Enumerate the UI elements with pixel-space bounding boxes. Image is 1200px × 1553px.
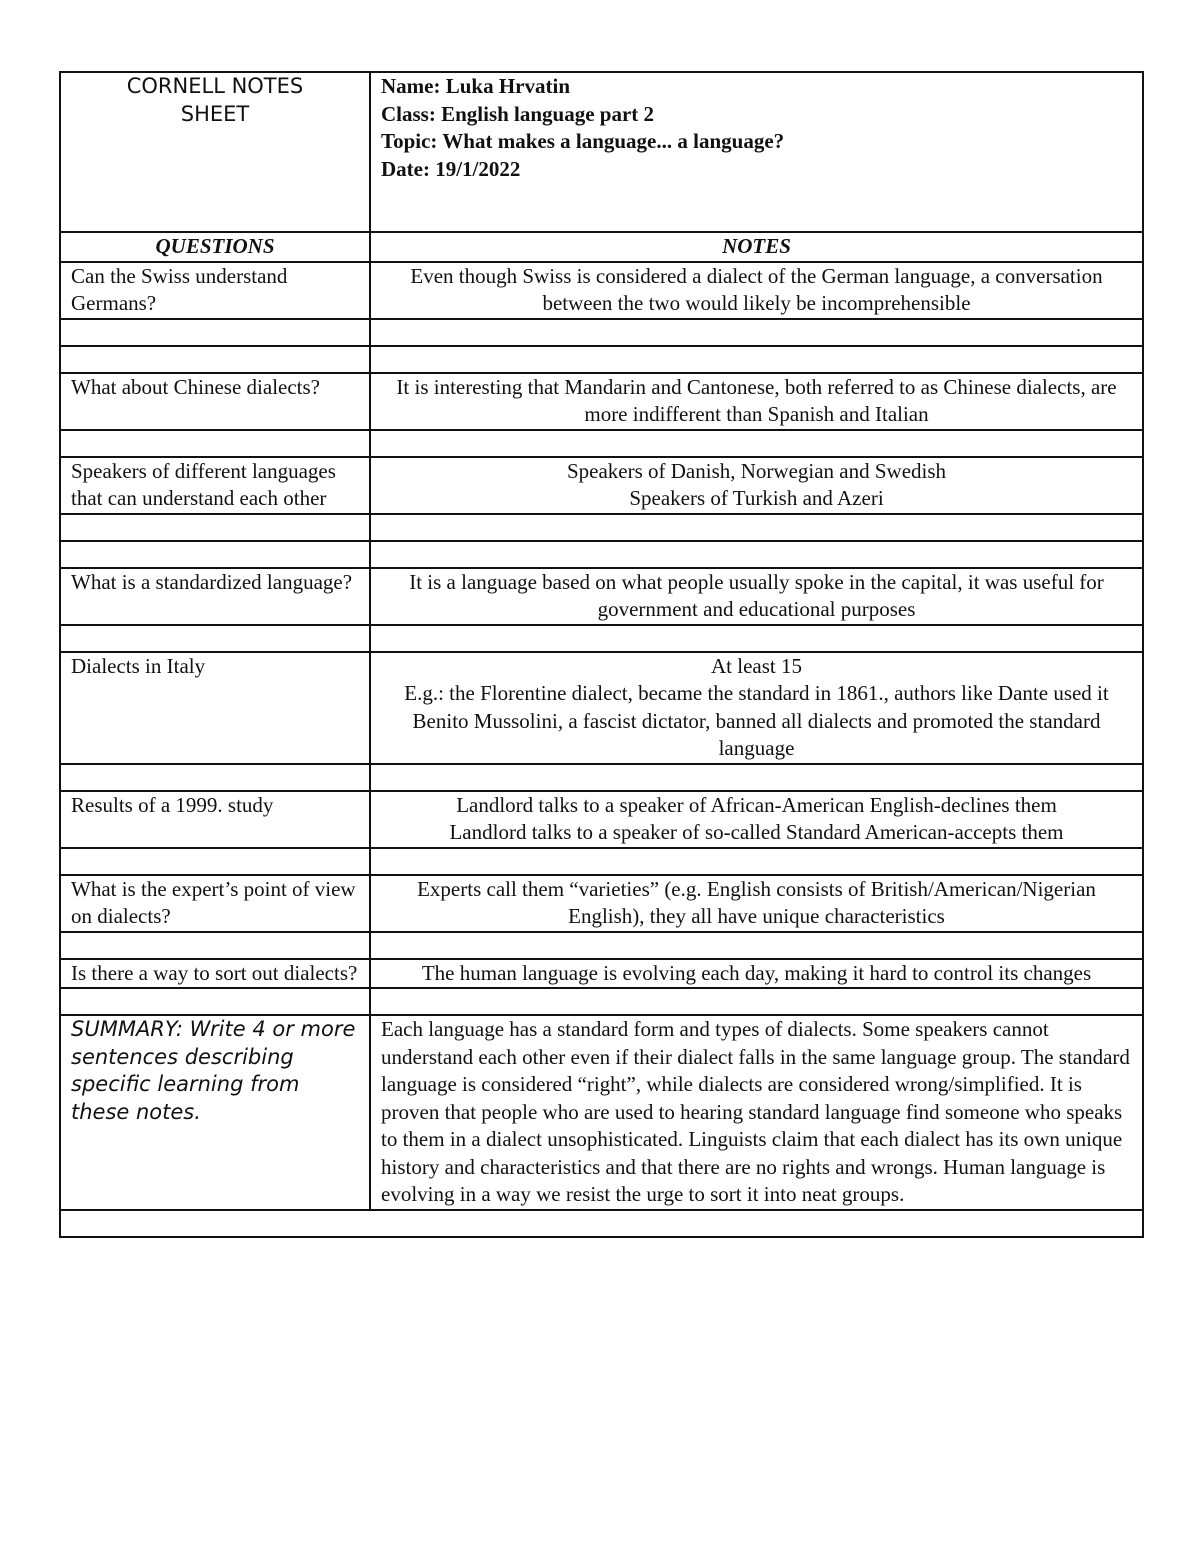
- note-line: Speakers of Turkish and Azeri: [629, 486, 884, 510]
- table-row: [60, 791, 1143, 848]
- notes-cell: [370, 875, 1143, 932]
- spacer-row: [60, 625, 1143, 652]
- questions-column-header: QUESTIONS: [60, 232, 370, 262]
- note-line: The human language is evolving each day, making it hard to control its changes: [421, 960, 1092, 985]
- question-cell: Is there a way to sort out dialects?: [60, 959, 370, 989]
- column-header-row: [60, 232, 1143, 262]
- question-cell: What about Chinese dialects?: [60, 373, 370, 430]
- table-row: [60, 959, 1143, 989]
- spacer-row: [60, 848, 1143, 875]
- sheet-title-line2: SHEET: [180, 101, 250, 126]
- note-line: Experts call them “varieties” (e.g. English consists of British/American/Nigerian English), they all have unique characteristics: [417, 876, 1096, 928]
- summary-label: SUMMARY: Write 4 or more sentences describing specific learning from these notes.: [60, 1015, 370, 1210]
- question-cell: Can the Swiss understand Germans?: [60, 262, 370, 319]
- table-row: [60, 652, 1143, 764]
- table-row: [60, 875, 1143, 932]
- empty-cell: [60, 346, 370, 373]
- empty-cell: [60, 932, 370, 959]
- spacer-row: [60, 430, 1143, 457]
- note-line: Benito Mussolini, a fascist dictator, banned all dialects and promoted the standard language: [412, 708, 1101, 760]
- table-row: [60, 457, 1143, 514]
- empty-cell: [60, 988, 370, 1015]
- notes-cell: [370, 568, 1143, 625]
- student-name: Name: Luka Hrvatin: [381, 74, 570, 98]
- empty-cell: [370, 541, 1143, 568]
- topic: Topic: What makes a language... a language?: [381, 129, 785, 153]
- sheet-title: [60, 72, 370, 232]
- notes-cell: [370, 791, 1143, 848]
- notes-cell: [370, 959, 1143, 989]
- note-line: It is a language based on what people usually spoke in the capital, it was useful for government and educational purposes: [409, 569, 1104, 621]
- sheet-title-line1: CORNELL NOTES: [126, 74, 304, 98]
- notes-cell: [370, 652, 1143, 764]
- empty-cell: [370, 319, 1143, 346]
- table-row: [60, 568, 1143, 625]
- empty-cell: [370, 346, 1143, 373]
- summary-row: [60, 1015, 1143, 1210]
- empty-cell: [60, 541, 370, 568]
- empty-cell: [370, 430, 1143, 457]
- spacer-row: [60, 764, 1143, 791]
- class-name: Class: English language part 2: [381, 101, 655, 126]
- sheet-meta: [370, 72, 1143, 232]
- spacer-row: [60, 319, 1143, 346]
- question-cell: Speakers of different languages that can understand each other: [60, 457, 370, 514]
- table-row: [60, 373, 1143, 430]
- note-line: It is interesting that Mandarin and Cantonese, both referred to as Chinese dialects, are more indifferent than Spanish and Italian: [396, 374, 1117, 426]
- notes-cell: [370, 373, 1143, 430]
- empty-cell: [60, 764, 370, 791]
- question-cell: Results of a 1999. study: [60, 791, 370, 848]
- note-line: Landlord talks to a speaker of African-American English-declines them: [456, 792, 1057, 817]
- spacer-row: [60, 346, 1143, 373]
- note-line: E.g.: the Florentine dialect, became the standard in 1861., authors like Dante used it: [404, 681, 1109, 705]
- spacer-row: [60, 514, 1143, 541]
- note-line: Even though Swiss is considered a dialect of the German language, a conversation between the two would likely be incomprehensible: [410, 263, 1103, 315]
- date: Date: 19/1/2022: [381, 156, 521, 181]
- note-line: Speakers of Danish, Norwegian and Swedish: [566, 458, 947, 483]
- spacer-row: [60, 541, 1143, 568]
- question-cell: What is the expert’s point of view on dialects?: [60, 875, 370, 932]
- empty-cell: [370, 514, 1143, 541]
- spacer-row: [60, 932, 1143, 959]
- empty-cell: [60, 514, 370, 541]
- bottom-row: [60, 1210, 1143, 1237]
- empty-cell: [60, 625, 370, 652]
- empty-cell: [370, 848, 1143, 875]
- empty-cell: [60, 319, 370, 346]
- header-row: [60, 72, 1143, 232]
- notes-column-header: NOTES: [370, 232, 1143, 262]
- note-line: Landlord talks to a speaker of so-called Standard American-accepts them: [449, 820, 1064, 844]
- notes-cell: [370, 262, 1143, 319]
- notes-cell: [370, 457, 1143, 514]
- empty-cell: [370, 988, 1143, 1015]
- summary-text: Each language has a standard form and types of dialects. Some speakers cannot understand each other even if their dialect falls in the same language group. The standard language is considered “right”, while dialects are considered wrong/simplified. It is proven that people who are used to hearing standard language find someone who speaks to them in a dialect unsophisticated. Linguists claim that each dialect has its own unique history and characteristics and that there are no rights and wrongs. Human language is evolving in a way we resist the urge to sort it into neat groups.: [370, 1015, 1143, 1210]
- question-cell: What is a standardized language?: [60, 568, 370, 625]
- empty-cell: [370, 625, 1143, 652]
- empty-cell: [60, 1210, 1143, 1237]
- cornell-notes-table: [59, 71, 1144, 1238]
- empty-cell: [60, 430, 370, 457]
- empty-cell: [370, 764, 1143, 791]
- spacer-row: [60, 988, 1143, 1015]
- note-line: At least 15: [711, 653, 802, 678]
- empty-cell: [370, 932, 1143, 959]
- question-cell: Dialects in Italy: [60, 652, 370, 764]
- empty-cell: [60, 848, 370, 875]
- table-row: [60, 262, 1143, 319]
